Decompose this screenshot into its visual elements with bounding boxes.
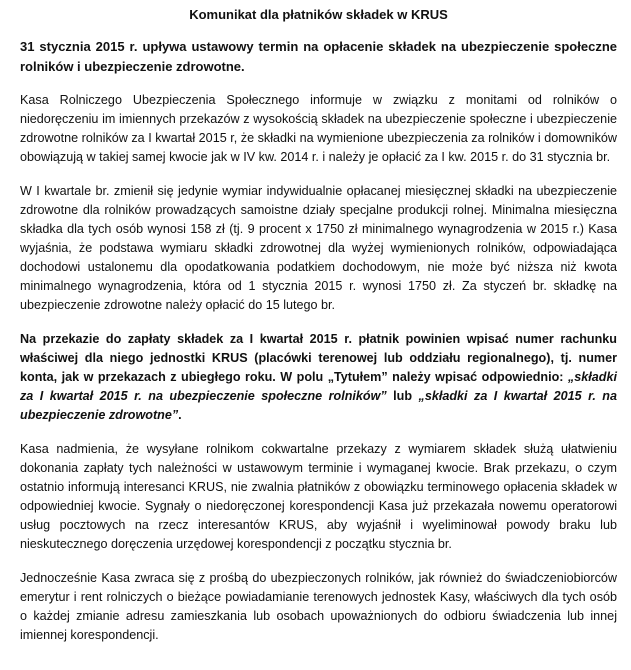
paragraph-transfer-instructions <box>20 330 617 425</box>
transfer-or: lub <box>386 389 419 403</box>
paragraph-transfer-notice: Kasa nadmienia, że wysyłane rolnikom cokwartalne przekazy z wymiarem składek służą ułatwieniu dokonania zapłaty tych należności w ustawowym terminie i wymaganej kwocie. Brak przekazu, o czym ostatnio informują interesanci KRUS, nie zwalnia płatników z obowiązku terminowego opłacenia składek w odpowiedniej kwocie. Sygnały o niedoręczonej korespondencji Kasa już przekazała nowemu operatorowi usług pocztowych na rzecz interesantów KRUS, aby wyjaśnił i wyeliminował powody braku lub nieskutecznego doręczenia urzędowej korespondencji z początku stycznia br. <box>20 442 617 551</box>
title-field-health: „składki za I kwartał 2015 r. na ubezpieczenie zdrowotne” <box>20 389 617 422</box>
title-field-social: „składki za I kwartał 2015 r. na ubezpieczenie społeczne rolników” <box>20 370 617 403</box>
lead-paragraph: 31 stycznia 2015 r. upływa ustawowy termin na opłacenie składek na ubezpieczenie społeczne rolników i ubezpieczenie zdrowotne. <box>20 39 617 74</box>
paragraph-health-contribution: W I kwartale br. zmienił się jedynie wymiar indywidualnie opłacanej miesięcznej składki na ubezpieczenie zdrowotne dla rolników prowadzących samoistne działy specjalne produkcji rolnej. Minimalna miesięczna składka dla tych osób wynosi 158 zł (tj. 9 procent x 1750 zł minimalnego wynagrodzenia w 2015 r.) Kasa wyjaśnia, że podstawa wymiaru składki zdrowotnej dla wyżej wymienionych rolników, odpowiadająca dochodowi ustalonemu dla opodatkowania podatkiem dochodowym, nie może być niższa niż kwota minimalnego wynagrodzenia, która od 1 stycznia 2015 r. wynosi 1750 zł. Za styczeń br. składkę na ubezpieczenie zdrowotne należy opłacić do 15 lutego br. <box>20 184 617 312</box>
paragraph-address-request: Jednocześnie Kasa zwraca się z prośbą do ubezpieczonych rolników, jak również do świadczeniobiorców emerytur i rent rolniczych o bieżące powiadamianie terenowych jednostek Kasy, właściwych dla tych osób o każdej zmianie adresu zamieszkania lub osobach upoważnionych do odbioru świadczenia lub innej imiennej korespondencji. <box>20 571 617 642</box>
paragraph-krus-info: Kasa Rolniczego Ubezpieczenia Społecznego informuje w związku z monitami od rolników o niedoręczeniu im imiennych przekazów z wysokością składek na ubezpieczenie społeczne i ubezpieczenie zdrowotne rolników za I kwartał 2015 r, że składki na wymienione ubezpieczenia za rolników i domowników obowiązują w takiej samej kwocie jak w IV kw. 2014 r. i należy je opłacić za I kw. 2015 r. do 31 stycznia br. <box>20 93 617 164</box>
transfer-end: . <box>178 408 182 422</box>
document-title: Komunikat dla płatników składek w KRUS <box>189 7 448 22</box>
transfer-text: Na przekazie do zapłaty składek za I kwartał 2015 r. płatnik powinien wpisać numer rachunku właściwej dla niego jednostki KRUS (placówki terenowej lub oddziału regionalnego), tj. numer konta, jak w przekazach z ubiegłego roku. W polu „Tytułem” należy wpisać odpowiednio: <box>20 332 617 384</box>
